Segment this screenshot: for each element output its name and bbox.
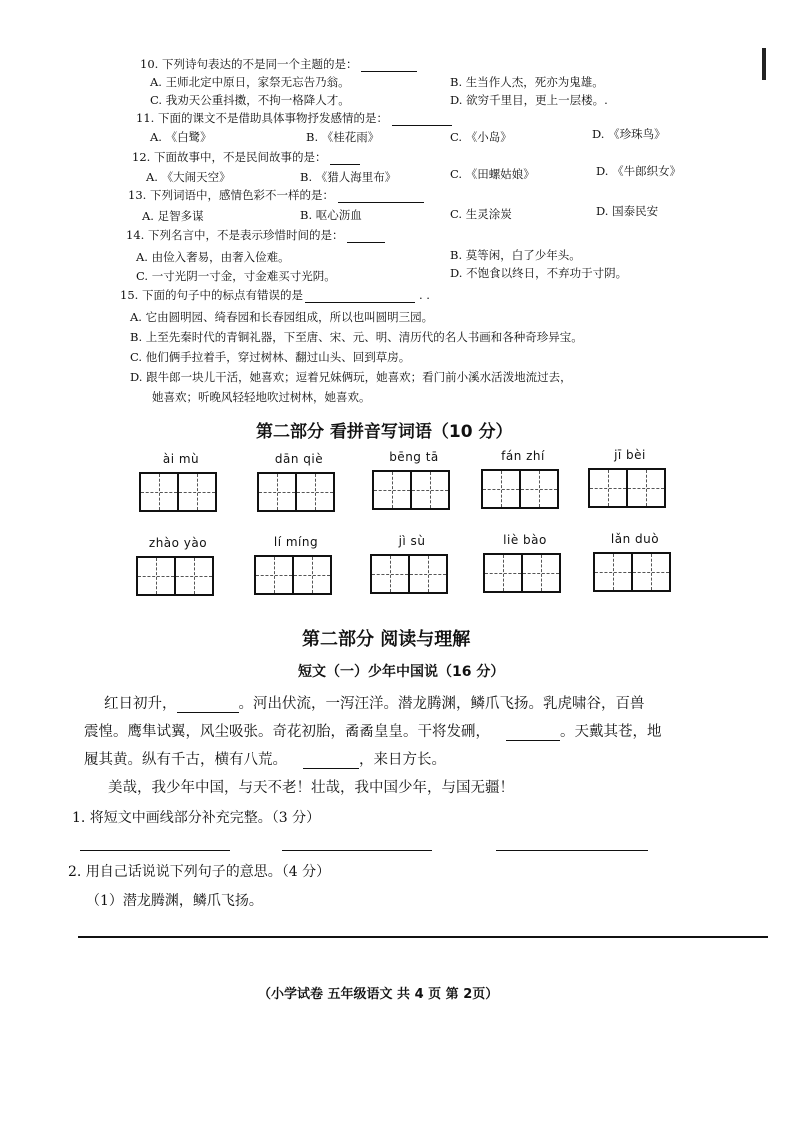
- pinyin-label: bēng tā: [389, 450, 439, 464]
- writing-boxes[interactable]: [372, 470, 448, 510]
- question-2: 2. 用自己话说说下列句子的意思。（4 分）: [68, 864, 331, 880]
- q12-option-b: B. 《猎人海里布》: [300, 170, 397, 184]
- pinyin-label: lí míng: [273, 535, 319, 549]
- writing-boxes[interactable]: [139, 472, 215, 512]
- q10-stem: 10. 下列诗句表达的不是同一个主题的是：: [140, 56, 417, 72]
- section-title-reading: 第二部分 阅读与理解: [302, 629, 471, 650]
- q12-option-c: C. 《田螺姑娘》: [450, 167, 535, 181]
- writing-boxes[interactable]: [254, 555, 330, 595]
- question-1: 1. 将短文中画线部分补充完整。（3 分）: [72, 810, 321, 826]
- q12-stem: 12. 下面故事中，不是民间故事的是：: [132, 149, 360, 165]
- pinyin-label: fán zhí: [501, 449, 545, 463]
- q15-stem: 15. 下面的句子中的标点有错误的是 . .: [120, 288, 430, 302]
- writing-boxes[interactable]: [370, 554, 446, 594]
- pinyin-item: [254, 535, 338, 599]
- passage-line-4: 美哉，我少年中国，与天不老！壮哉，我中国少年，与国无疆！: [108, 780, 514, 796]
- pinyin-item: [372, 450, 456, 514]
- writing-boxes[interactable]: [481, 469, 557, 509]
- passage-line-2: 震惶。鹰隼试翼，风尘吸张。奇花初胎，矞矞皇皇。干将发硎， 。天戴其苍，地: [84, 724, 662, 740]
- pinyin-label: zhào yào: [148, 536, 208, 550]
- q13-stem: 13. 下列词语中，感情色彩不一样的是：: [128, 187, 424, 203]
- pinyin-item: [136, 536, 220, 600]
- passage-line-3: 履其黄。纵有千古，横有八荒。 ，来日方长。: [84, 752, 446, 768]
- pinyin-item: [588, 448, 672, 512]
- page-footer: （小学试卷 五年级语文 共 4 页 第 2页）: [258, 987, 499, 1002]
- q11-stem: 11. 下面的课文不是借助具体事物抒发感情的是：: [136, 110, 452, 126]
- q15-option-d-line1: D. 跟牛郎一块儿干活，她喜欢；逗着兄妹俩玩，她喜欢；看门前小溪水活泼地流过去，: [130, 370, 572, 384]
- question-2-part-1: （1）潜龙腾渊，鳞爪飞扬。: [86, 893, 263, 909]
- pinyin-item: [139, 452, 223, 516]
- section-title-pinyin: 第二部分 看拼音写词语（10 分）: [256, 422, 513, 442]
- q15-option-d-line2: 她喜欢；听晚风轻轻地吹过树林，她喜欢。: [152, 390, 371, 404]
- writing-boxes[interactable]: [588, 468, 664, 508]
- q10-option-b: B. 生当作人杰，死亦为鬼雄。: [450, 75, 604, 89]
- pinyin-item: [481, 449, 565, 513]
- answer-line[interactable]: [80, 850, 230, 851]
- q13-option-d: D. 国泰民安: [596, 204, 659, 218]
- pinyin-label: ài mù: [162, 452, 200, 466]
- q12-option-a: A. 《大闹天空》: [146, 170, 231, 184]
- answer-line[interactable]: [282, 850, 432, 851]
- q11-option-a: A. 《白鹭》: [150, 130, 212, 144]
- pinyin-label: liè bào: [503, 533, 547, 547]
- q10-option-a: A. 王师北定中原日，家祭无忘告乃翁。: [150, 75, 350, 89]
- q13-option-a: A. 足智多谋: [142, 209, 204, 223]
- q11-option-b: B. 《桂花雨》: [306, 130, 380, 144]
- writing-boxes[interactable]: [483, 553, 559, 593]
- pinyin-label: jī bèi: [614, 448, 646, 462]
- q12-option-d: D. 《牛郎织女》: [596, 164, 682, 178]
- pinyin-item: [257, 452, 341, 516]
- scan-edge-mark: [762, 48, 766, 80]
- q10-option-c: C. 我劝天公重抖擞，不拘一格降人才。: [150, 93, 350, 107]
- pinyin-label: jì sù: [398, 534, 426, 548]
- writing-boxes[interactable]: [593, 552, 669, 592]
- pinyin-label: dān qiè: [274, 452, 324, 466]
- passage-line-1: 红日初升， 。河出伏流，一泻汪洋。潜龙腾渊，鳞爪飞扬。乳虎啸谷，百兽: [104, 696, 645, 712]
- pinyin-item: [593, 532, 677, 596]
- q15-option-a: A. 它由圆明园、绮春园和长春园组成，所以也叫圆明三园。: [130, 310, 434, 324]
- q14-stem: 14. 下列名言中，不是表示珍惜时间的是：: [126, 227, 385, 243]
- q15-option-c: C. 他们俩手拉着手，穿过树林、翻过山头、回到草房。: [130, 350, 411, 364]
- passage-title: 短文（一）少年中国说（16 分）: [298, 664, 505, 680]
- q14-option-b: B. 莫等闲，白了少年头。: [450, 248, 581, 262]
- writing-boxes[interactable]: [136, 556, 212, 596]
- q13-option-c: C. 生灵涂炭: [450, 207, 512, 221]
- q14-option-c: C. 一寸光阴一寸金，寸金难买寸光阴。: [136, 269, 336, 283]
- q14-option-d: D. 不饱食以终日，不弃功于寸阴。: [450, 266, 628, 280]
- q11-option-d: D. 《珍珠鸟》: [592, 127, 666, 141]
- writing-boxes[interactable]: [257, 472, 333, 512]
- q11-option-c: C. 《小岛》: [450, 130, 512, 144]
- answer-line[interactable]: [496, 850, 648, 851]
- q15-option-b: B. 上至先秦时代的青铜礼器，下至唐、宋、元、明、清历代的名人书画和各种奇珍异宝。: [130, 330, 583, 344]
- pinyin-item: [483, 533, 567, 597]
- pinyin-label: lǎn duò: [610, 532, 660, 546]
- pinyin-item: [370, 534, 454, 598]
- answer-line-long[interactable]: [78, 936, 768, 938]
- q13-option-b: B. 呕心沥血: [300, 208, 362, 222]
- q14-option-a: A. 由俭入奢易，由奢入俭难。: [136, 250, 290, 264]
- q10-option-d: D. 欲穷千里目，更上一层楼。.: [450, 93, 608, 107]
